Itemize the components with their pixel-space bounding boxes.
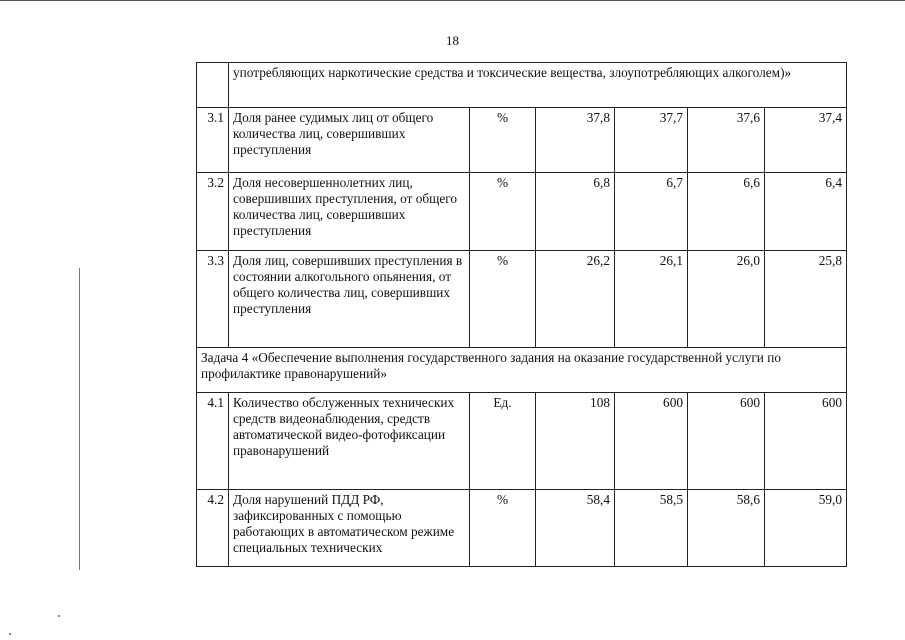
page-top-edge <box>0 0 905 1</box>
continuation-row <box>197 63 847 108</box>
unit-cell: % <box>470 108 536 173</box>
row-number: 4.1 <box>197 393 229 490</box>
table-row <box>197 393 847 490</box>
indicator-name: Доля лиц, совершивших преступления в состоянии алкогольного опьянения, от общего количества лиц, совершивших преступления <box>229 251 470 348</box>
value-cell: 26,0 <box>688 251 765 348</box>
scan-speck <box>58 615 60 617</box>
left-margin-line <box>79 268 80 570</box>
task-row <box>197 348 847 393</box>
value-cell: 58,5 <box>615 490 688 567</box>
value-cell: 37,4 <box>765 108 847 173</box>
value-cell: 59,0 <box>765 490 847 567</box>
indicator-name: Доля нарушений ПДД РФ, зафиксированных с помощью работающих в автоматическом режиме специальных технических <box>229 490 470 567</box>
task-heading: Задача 4 «Обеспечение выполнения государственного задания на оказание государственной услуги по профилактике правонарушений» <box>197 348 847 393</box>
table-row <box>197 173 847 251</box>
continuation-text: употребляющих наркотические средства и токсические вещества, злоупотребляющих алкоголем)» <box>229 63 847 108</box>
value-cell: 37,8 <box>536 108 615 173</box>
table-row <box>197 490 847 567</box>
value-cell: 6,4 <box>765 173 847 251</box>
value-cell: 37,7 <box>615 108 688 173</box>
value-cell: 600 <box>615 393 688 490</box>
value-cell: 58,4 <box>536 490 615 567</box>
value-cell: 26,2 <box>536 251 615 348</box>
value-cell: 600 <box>765 393 847 490</box>
table-row <box>197 251 847 348</box>
page-number: 18 <box>446 33 459 48</box>
row-number: 4.2 <box>197 490 229 567</box>
value-cell: 6,7 <box>615 173 688 251</box>
table-row <box>197 108 847 173</box>
value-cell: 6,6 <box>688 173 765 251</box>
value-cell: 108 <box>536 393 615 490</box>
indicator-name: Доля ранее судимых лиц от общего количества лиц, совершивших преступления <box>229 108 470 173</box>
value-cell: 58,6 <box>688 490 765 567</box>
value-cell: 25,8 <box>765 251 847 348</box>
row-number: 3.2 <box>197 173 229 251</box>
row-number: 3.3 <box>197 251 229 348</box>
scan-speck <box>9 633 11 635</box>
unit-cell: Ед. <box>470 393 536 490</box>
row-number: 3.1 <box>197 108 229 173</box>
unit-cell: % <box>470 251 536 348</box>
value-cell: 37,6 <box>688 108 765 173</box>
value-cell: 6,8 <box>536 173 615 251</box>
indicator-name: Количество обслуженных технических средств видеонаблюдения, средств автоматической видео-фотофиксации правонарушений <box>229 393 470 490</box>
value-cell: 600 <box>688 393 765 490</box>
empty-num-cell <box>197 63 229 108</box>
indicator-name: Доля несовершеннолетних лиц, совершивших преступления, от общего количества лиц, совершивших преступления <box>229 173 470 251</box>
value-cell: 26,1 <box>615 251 688 348</box>
unit-cell: % <box>470 173 536 251</box>
unit-cell: % <box>470 490 536 567</box>
indicators-table <box>196 62 847 567</box>
